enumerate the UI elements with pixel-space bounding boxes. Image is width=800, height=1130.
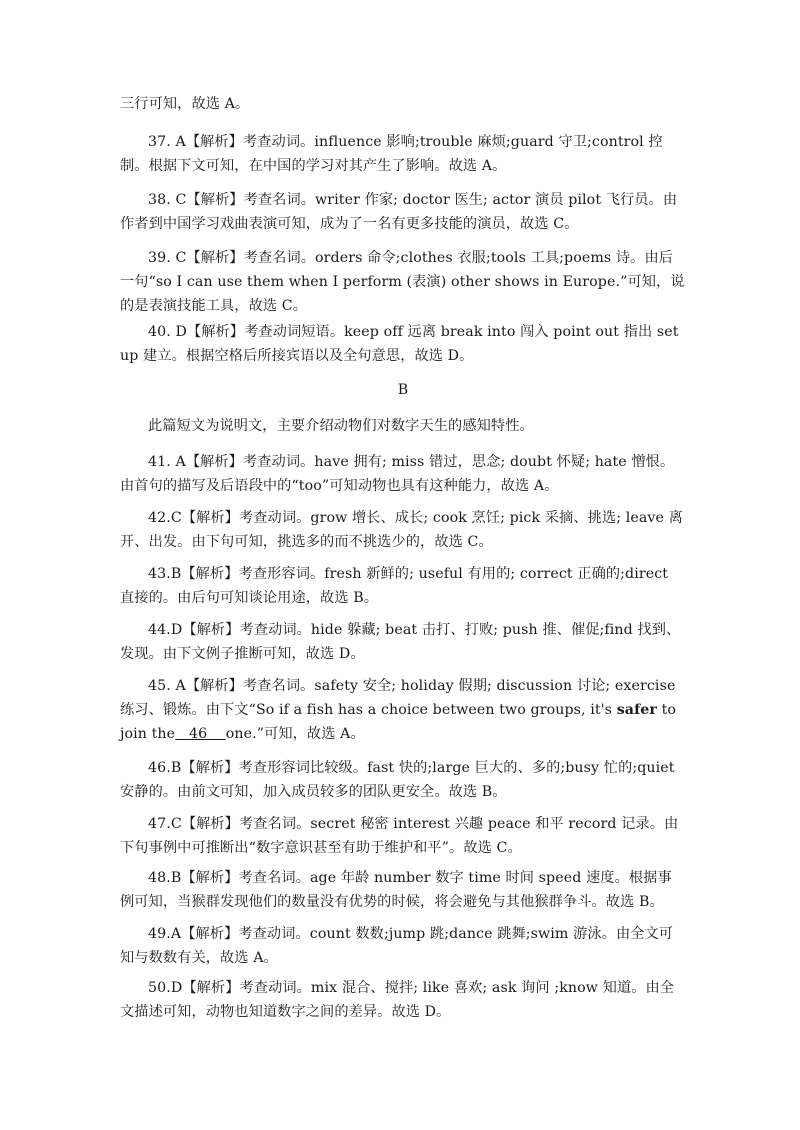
answer-45-bold-word: safer <box>616 702 657 718</box>
paragraph-continuation: 三行可知，故选 A。 <box>120 96 250 112</box>
answer-41: 41. A【解析】考查动词。have 拥有; miss 错过，思念; doubt 怀疑; hate 憎恨。由首句的描写及后语段中的“too”可知动物也具有这种能力，故选 A。 <box>120 454 675 494</box>
answer-45-end: one.”可知，故选 A。 <box>225 726 365 742</box>
answer-45-blank-number: 46 <box>189 726 208 742</box>
section-heading-b: B <box>397 382 409 398</box>
answer-40: 40. D【解析】考查动词短语。keep off 远离 break into 闯入 point out 指出 set up 建立。根据空格后所接宾语以及全句意思，故选 D。 <box>120 324 679 364</box>
answer-39: 39. C【解析】考查名词。orders 命令;clothes 衣服;tools 工具;poems 诗。由后一句“so I can use them when I perform (表演) other shows in Europe.”可知，说的是表演技能工具，故选 C。 <box>120 250 685 314</box>
answer-44: 44.D【解析】考查动词。hide 躲藏; beat 击打、打败; push 推、催促;find 找到、发现。由下文例子推断可知，故选 D。 <box>120 622 681 662</box>
answer-45-join: to join the <box>120 702 677 742</box>
answer-37: 37. A【解析】考查动词。influence 影响;trouble 麻烦;guard 守卫;control 控制。根据下文可知，在中国的学习对其产生了影响。故选 A。 <box>120 134 663 174</box>
answer-45 <box>120 674 686 746</box>
answer-38: 38. C【解析】考查名词。writer 作家; doctor 医生; actor 演员 pilot 飞行员。由作者到中国学习戏曲表演可知，成为了一名有更多技能的演员，故选 C。 <box>120 192 678 232</box>
answer-43: 43.B【解析】考查形容词。fresh 新鲜的; useful 有用的; correct 正确的;direct 直接的。由后句可知谈论用途，故选 B。 <box>120 566 669 606</box>
answer-45-text: 45. A【解析】考查名词。safety 安全; holiday 假期; discussion 讨论; exercise 练习、锻炼。由下文“So if a fish has a choice between two groups, it's <box>120 678 676 718</box>
answer-46: 46.B【解析】考查形容词比较级。fast 快的;large 巨大的、多的;busy 忙的;quiet 安静的。由前文可知，加入成员较多的团队更安全。故选 B。 <box>120 760 675 800</box>
answer-50: 50.D【解析】考查动词。mix 混合、搅拌; like 喜欢; ask 询问 ;know 知道。由全文描述可知，动物也知道数字之间的差异。故选 D。 <box>120 980 675 1020</box>
section-intro: 此篇短文为说明文，主要介绍动物们对数字天生的感知特性。 <box>148 418 534 434</box>
answer-47: 47.C【解析】考查名词。secret 秘密 interest 兴趣 peace 和平 record 记录。由下句事例中可推断出“数字意识甚至有助于维护和平”。故选 C。 <box>120 816 679 856</box>
answer-42: 42.C【解析】考查动词。grow 增长、成长; cook 烹饪; pick 采摘、挑选; leave 离开、出发。由下句可知，挑选多的而不挑选少的，故选 C。 <box>120 510 683 550</box>
answer-45-blank <box>175 726 226 742</box>
answer-49: 49.A【解析】考查动词。count 数数;jump 跳;dance 跳舞;swim 游泳。由全文可知与数数有关，故选 A。 <box>120 926 674 966</box>
answer-48: 48.B【解析】考查名词。age 年龄 number 数字 time 时间 speed 速度。根据事例可知，当猴群发现他们的数量没有优势的时候，将会避免与其他猴群争斗。故选 B。 <box>120 870 672 910</box>
